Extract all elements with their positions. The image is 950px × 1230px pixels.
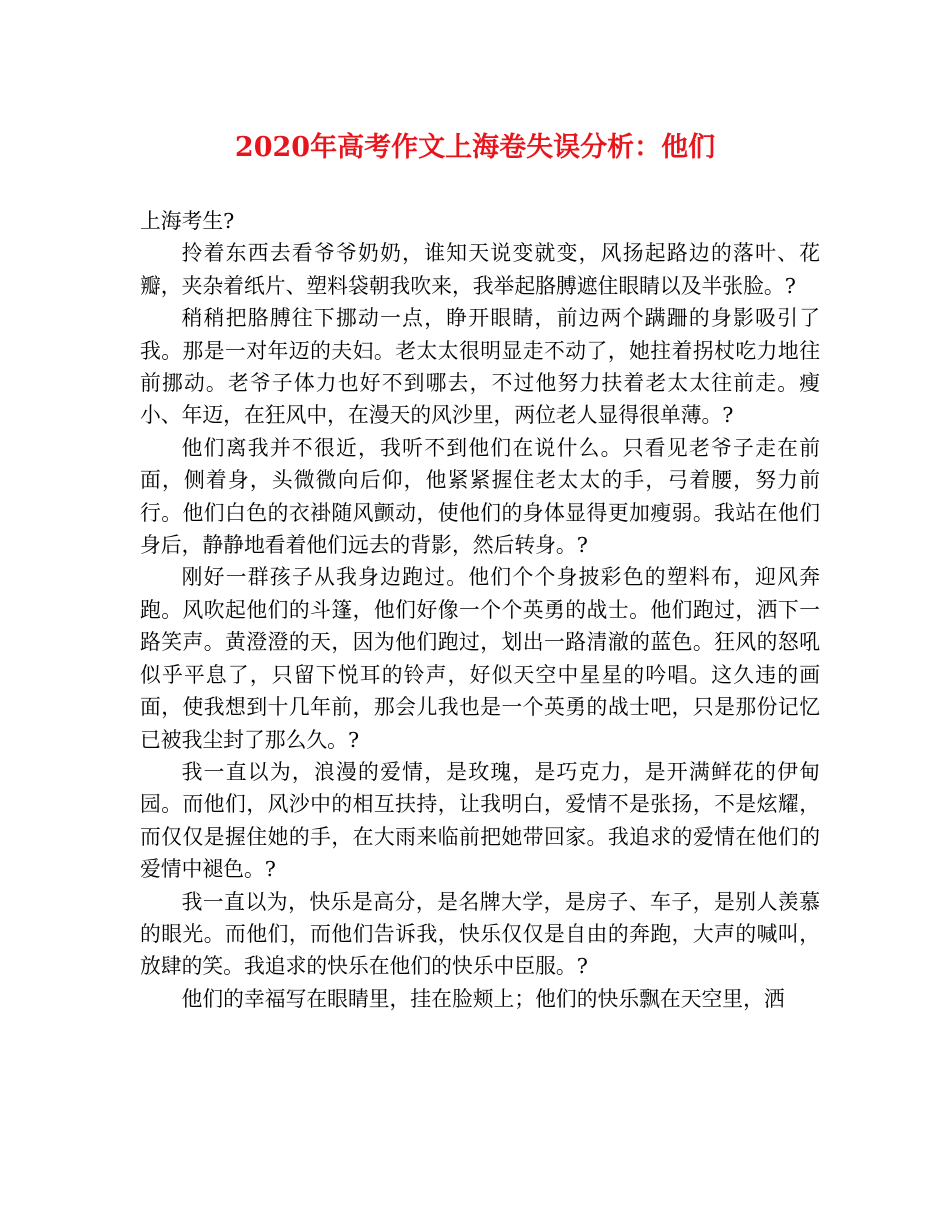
paragraph-5: 我一直以为，浪漫的爱情，是玫瑰，是巧克力，是开满鲜花的伊甸园。而他们，风沙中的相互扶持，让我明白，爱情不是张扬，不是炫耀，而仅仅是握住她的手，在大雨来临前把她带回家。我追求的爱情在他们的爱情中褪色。?: [140, 759, 820, 882]
paragraph-6: 我一直以为，快乐是高分，是名牌大学，是房子、车子，是别人羡慕的眼光。而他们，而他们告诉我，快乐仅仅是自由的奔跑，大声的喊叫，放肆的笑。我追求的快乐在他们的快乐中臣服。?: [140, 889, 820, 979]
paragraph-7: 他们的幸福写在眼睛里，挂在脸颊上；他们的快乐飘在天空里，洒: [181, 986, 785, 1011]
paragraph-1: 拎着东西去看爷爷奶奶，谁知天说变就变，风扬起路边的落叶、花瓣，夹杂着纸片、塑料袋朝我吹来，我举起胳膊遮住眼睛以及半张脸。?: [140, 241, 820, 298]
document-title: 2020年高考作文上海卷失误分析：他们: [234, 132, 716, 163]
paragraph-2: 稍稍把胳膊往下挪动一点，睁开眼睛，前边两个蹒跚的身影吸引了我。那是一对年迈的夫妇。老太太很明显走不动了，她拄着拐杖吃力地往前挪动。老爷子体力也好不到哪去，不过他努力扶着老太太往前走。瘦小、年迈，在狂风中，在漫天的风沙里，两位老人显得很单薄。?: [140, 306, 820, 428]
lead-line: 上海考生?: [140, 209, 235, 233]
paragraph-4: 刚好一群孩子从我身边跑过。他们个个身披彩色的塑料布，迎风奔跑。风吹起他们的斗篷，他们好像一个个英勇的战士。他们跑过，洒下一路笑声。黄澄澄的天，因为他们跑过，划出一路清澈的蓝色。狂风的怒吼似乎平息了，只留下悦耳的铃声，好似天空中星星的吟唱。这久违的画面，使我想到十几年前，那会儿我也是一个英勇的战士吧，只是那份记忆已被我尘封了那么久。?: [140, 565, 820, 752]
paragraph-3: 他们离我并不很近，我听不到他们在说什么。只看见老爷子走在前面，侧着身，头微微向后仰，他紧紧握住老太太的手，弓着腰，努力前行。他们白色的衣褂随风颤动，使他们的身体显得更加瘦弱。我站在他们身后，静静地看着他们远去的背影，然后转身。?: [140, 435, 820, 558]
document-body: [140, 205, 820, 1015]
